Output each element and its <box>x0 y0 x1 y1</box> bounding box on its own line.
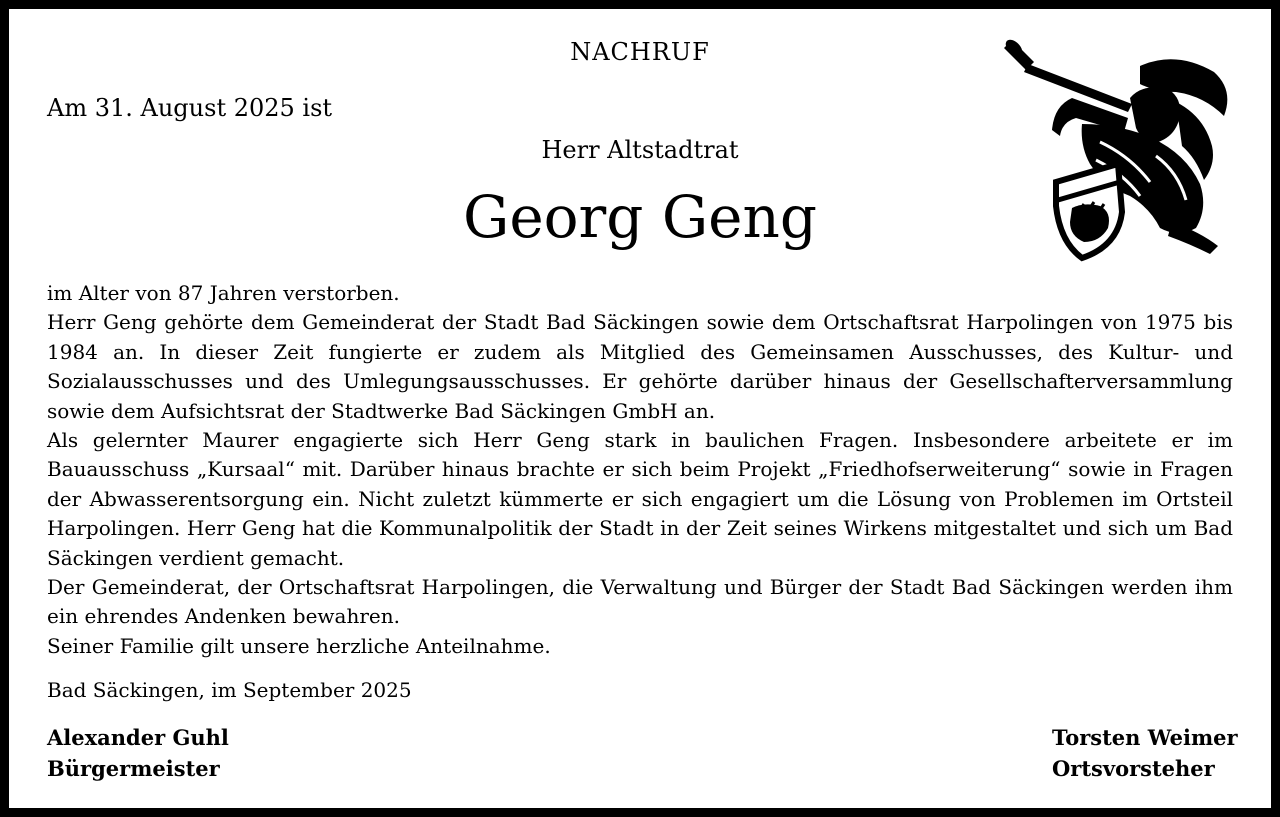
signatory-name: Torsten Weimer <box>1052 725 1238 750</box>
trumpeter-coat-of-arms-icon <box>1000 32 1240 264</box>
body-paragraph: Herr Geng gehörte dem Gemeinderat der Stadt Bad Säckingen sowie dem Ortschaftsrat Harpolingen von 1975 bis 1984 an. In dieser Zeit fungierte er zudem als Mitglied des Gemeinsamen Ausschusses, des Kultur- und Sozialausschusses und des Umlegungsausschusses. Er gehörte darüber hinaus der Gesellschafterversammlung sowie dem Aufsichtsrat der Stadtwerke Bad Säckingen GmbH an. <box>47 310 1233 423</box>
signatory-mayor <box>47 722 229 784</box>
signatory-title: Ortsvorsteher <box>1052 756 1215 781</box>
notice-body <box>47 279 1233 661</box>
signatory-ortsvorsteher <box>1052 722 1238 784</box>
intro-line: Am 31. August 2025 ist <box>47 94 333 122</box>
body-paragraph: im Alter von 87 Jahren verstorben. <box>47 281 400 305</box>
honorific-title: Herr Altstadtrat <box>541 136 739 164</box>
deceased-name: Georg Geng <box>462 183 817 251</box>
place-and-date: Bad Säckingen, im September 2025 <box>47 678 412 702</box>
signatory-name: Alexander Guhl <box>47 725 229 750</box>
signatory-title: Bürgermeister <box>47 756 220 781</box>
body-paragraph: Der Gemeinderat, der Ortschaftsrat Harpolingen, die Verwaltung und Bürger der Stadt Bad Säckingen werden ihm ein ehrendes Andenken bewahren. <box>47 575 1233 629</box>
body-paragraph: Seiner Familie gilt unsere herzliche Anteilnahme. <box>47 633 551 658</box>
body-paragraph: Als gelernter Maurer engagierte sich Herr Geng stark in baulichen Fragen. Insbesondere arbeitete er im Bauausschuss „Kursaal“ mit. Darüber hinaus brachte er sich beim Projekt „Friedhofserweiterung“ sowie in Fragen der Abwasserentsorgung ein. Nicht zuletzt kümmerte er sich engagiert um die Lösung von Problemen im Ortsteil Harpolingen. Herr Geng hat die Kommunalpolitik der Stadt in der Zeit seines Wirkens mitgestaltet und sich um Bad Säckingen verdient gemacht. <box>47 428 1233 570</box>
notice-heading: NACHRUF <box>570 38 710 66</box>
